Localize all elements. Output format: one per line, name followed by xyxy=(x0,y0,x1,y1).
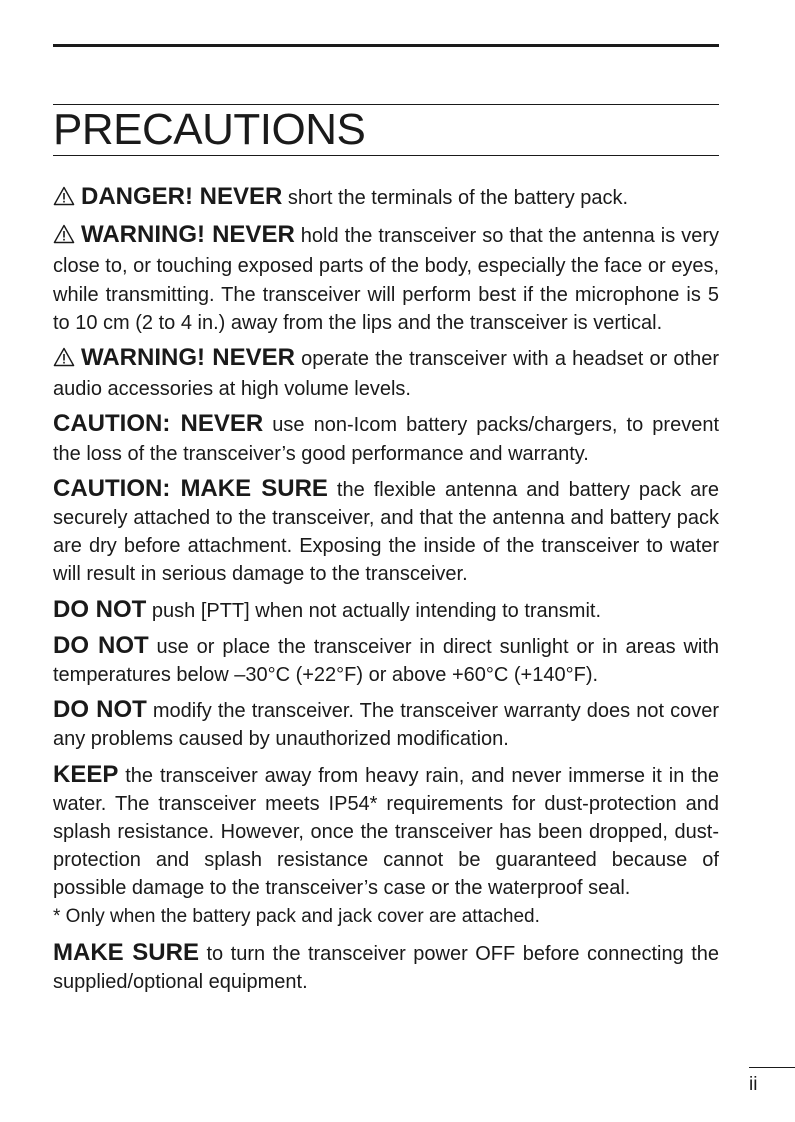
precaution-lead: CAUTION: MAKE SURE xyxy=(53,474,328,502)
precaution-text: operate the transceiver with a headset or other audio accessories at high volume levels. xyxy=(53,348,719,401)
precaution-power-off xyxy=(53,939,719,996)
precaution-warning-headset xyxy=(53,344,719,403)
precaution-water xyxy=(53,761,719,903)
precaution-warning-antenna xyxy=(53,221,719,337)
precaution-lead: CAUTION: NEVER xyxy=(53,410,264,438)
precautions-list xyxy=(53,183,719,1003)
precaution-danger-battery-short xyxy=(53,183,719,214)
precaution-lead: DO NOT xyxy=(53,696,147,724)
precaution-text: use non-Icom battery packs/chargers, to prevent the loss of the transceiver’s good performance and warranty. xyxy=(53,414,720,465)
warning-icon xyxy=(53,186,75,214)
precaution-text: to turn the transceiver power OFF before connecting the supplied/optional equipment. xyxy=(53,942,719,993)
precaution-text: the transceiver away from heavy rain, and never immerse it in the water. The transceiver meets IP54* requirements for dust-protection and splash resistance. However, once the transceiver has been dropped, dust-protection and splash resistance cannot be guaranteed because of possible damage to the transceiver’s case or the waterproof seal. xyxy=(53,764,719,900)
precaution-lead: KEEP xyxy=(53,760,119,788)
precaution-temperature xyxy=(53,632,719,689)
precaution-lead: WARNING! NEVER xyxy=(81,221,295,249)
precaution-lead: MAKE SURE xyxy=(53,938,199,966)
precaution-lead: DANGER! NEVER xyxy=(81,183,283,210)
precaution-text: short the terminals of the battery pack. xyxy=(287,187,629,209)
precaution-text: modify the transceiver. The transceiver warranty does not cover any problems caused by unauthorized modification. xyxy=(53,700,719,751)
page-title: PRECAUTIONS xyxy=(53,105,366,154)
precaution-lead: DO NOT xyxy=(53,631,149,659)
precaution-lead: DO NOT xyxy=(53,595,147,623)
precaution-modification xyxy=(53,696,719,753)
title-box xyxy=(53,104,719,156)
precaution-text: use or place the transceiver in direct sunlight or in areas with temperatures below –30°C (+22°F) or above +60°C (+140°F). xyxy=(53,635,720,687)
footnote: * Only when the battery pack and jack cover are attached. xyxy=(53,905,540,927)
precaution-lead: WARNING! NEVER xyxy=(81,344,295,372)
top-rule xyxy=(53,44,719,47)
precaution-text: hold the transceiver so that the antenna is very close to, or touching exposed parts of the body, especially the face or eyes, while transmitting. The transceiver will perform best if the microphone is 5 to 10 cm (2 to 4 in.) away from the lips and the transceiver is vertical. xyxy=(53,225,719,334)
precaution-text: the flexible antenna and battery pack are securely attached to the transceiver, and that the antenna and battery pack are dry before attachment. Exposing the inside of the transceiver to water will result in serious damage to the transceiver. xyxy=(53,478,719,586)
page-number: ii xyxy=(749,1074,758,1095)
page-number-rule xyxy=(749,1067,795,1068)
warning-icon xyxy=(53,347,75,375)
precaution-caution-attachment xyxy=(53,475,719,589)
precaution-ptt xyxy=(53,596,719,625)
warning-icon xyxy=(53,224,75,252)
precaution-text: push [PTT] when not actually intending to transmit. xyxy=(151,599,602,622)
precaution-caution-batteries xyxy=(53,410,719,467)
